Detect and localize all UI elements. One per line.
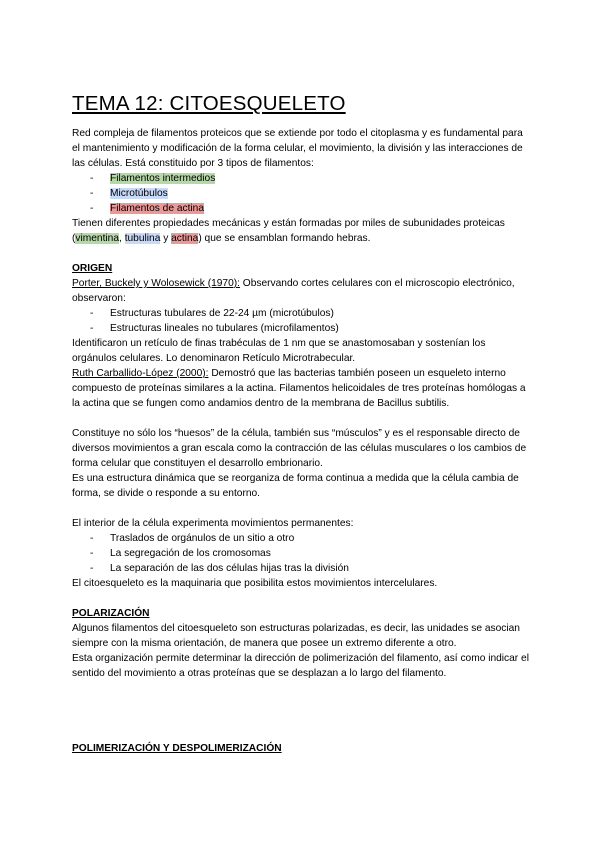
polarizacion-paragraph-1: Algunos filamentos del citoesqueleto son estructuras polarizadas, es decir, las unidades se asocian siempre con la misma orientación, de manera que posee un extremo diferente a otro. [72,623,520,649]
list-item: - La segregación de los cromosomas [90,548,271,559]
list-item: - Filamentos de actina [90,203,205,214]
intro-paragraph: Red compleja de filamentos proteicos que se extiende por todo el citoplasma y es fundamental para el mantenimiento y modificación de la forma celular, el movimiento, la división y las interacciones de las células. Está constituido por 3 tipos de filamentos: [72,128,523,169]
origen-paragraph-2: Identificaron un retículo de finas trabéculas de 1 nm que se anastomosaban y sostenían los orgánulos celulares. Lo denominaron Retículo Microtrabecular. [72,338,486,364]
highlight-vimentina: vimentina [75,233,120,244]
intro-paragraph-2: Tienen diferentes propiedades mecánicas y están formadas por miles de subunidades proteicas (vimentina, tubulina y actina) que se ensamblan formando hebras. [72,218,505,244]
highlight-actina: actina [171,233,199,244]
polarizacion-paragraph-2: Esta organización permite determinar la dirección de polimerización del filamento, así como indicar el sentido del movimiento a otras proteínas que se desplazan a lo largo del filamento. [72,653,529,679]
list-item: - Filamentos intermedios [90,173,216,184]
list-item: - La separación de las dos células hijas tras la división [90,563,349,574]
origen-paragraph-4: Constituye no sólo los “huesos” de la célula, también sus “músculos” y es el responsable directo de diversos movimientos a gran escala como la contracción de las células musculares o los cambios de forma celular que constituyen el desarrollo embrionario. [72,428,527,469]
list-item: - Estructuras lineales no tubulares (microfilamentos) [90,323,339,334]
document-page [72,92,532,756]
list-item: - Microtúbulos [90,188,168,199]
origen-paragraph-6: El interior de la célula experimenta movimientos permanentes: [72,518,354,529]
section-heading-origen: ORIGEN [72,263,113,274]
section-heading-polimerizacion: POLIMERIZACIÓN Y DESPOLIMERIZACIÓN [72,743,282,754]
list-item: - Traslados de orgánulos de un sitio a otro [90,533,295,544]
page-title: TEMA 12: CITOESQUELETO [72,92,346,115]
list-item: - Estructuras tubulares de 22-24 µm (microtúbulos) [90,308,334,319]
highlight-tubulina: tubulina [124,233,161,244]
origen-paragraph-5: Es una estructura dinámica que se reorganiza de forma continua a medida que la célula cambia de forma, se divide o responde a su entorno. [72,473,519,499]
origen-paragraph-1: Porter, Buckely y Wolosewick (1970): Observando cortes celulares con el microscopio electrónico, observaron: [72,278,515,304]
origen-paragraph-3: Ruth Carballido-López (2000): Demostró que las bacterias también poseen un esqueleto interno compuesto de proteínas similares a la actina. Filamentos helicoidales de tres proteínas homólogas a la actina que se fungen como andamios dentro de la membrana de Bacillus subtilis. [72,368,526,409]
section-heading-polarizacion: POLARIZACIÓN [72,608,150,619]
origen-paragraph-7: El citoesqueleto es la maquinaria que posibilita estos movimientos intercelulares. [72,578,438,589]
